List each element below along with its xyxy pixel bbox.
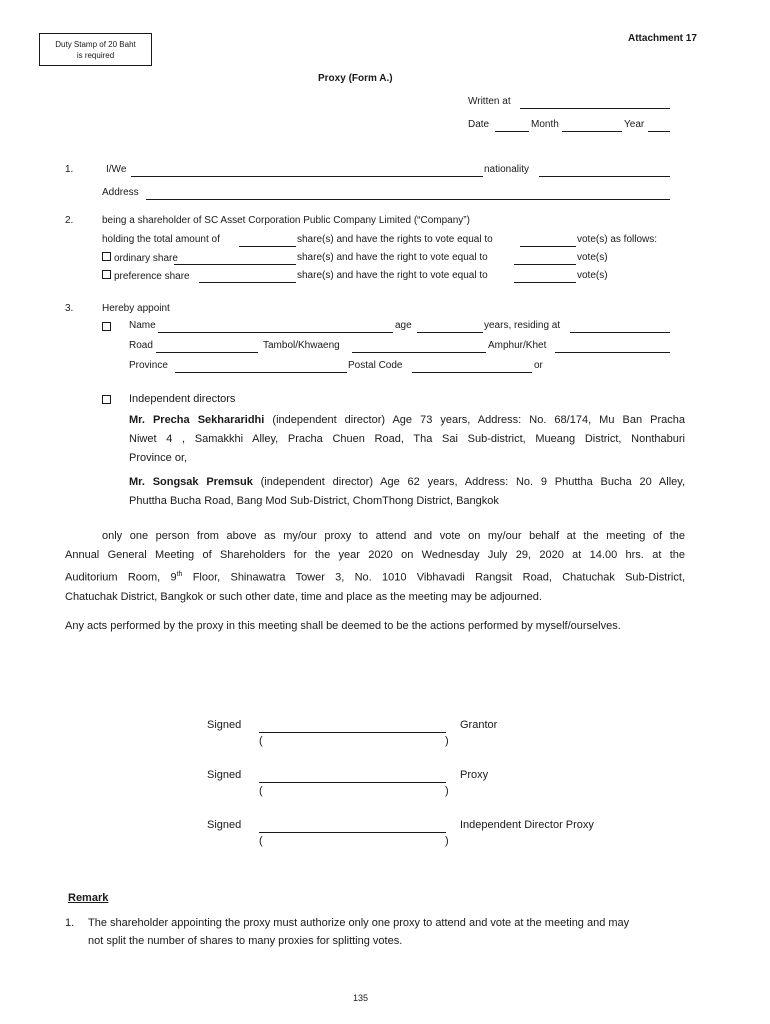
body-line-3a: Auditorium Room, 9 <box>65 571 177 584</box>
ordinary-shares-field[interactable] <box>174 264 296 265</box>
preference-votes-label: vote(s) <box>577 270 608 281</box>
proxy-label: Proxy <box>460 769 489 781</box>
stamp-line-1: Duty Stamp of 20 Baht <box>55 40 136 49</box>
director-2-name: Mr. Songsak Premsuk <box>129 476 253 488</box>
section-2-number: 2. <box>65 215 74 226</box>
signed-label-independent: Signed <box>207 819 242 831</box>
independent-proxy-signature-field[interactable] <box>259 832 446 833</box>
grantor-open-paren: ( <box>259 735 263 747</box>
body-line-3-sup: th <box>176 571 183 578</box>
month-label: Month <box>531 119 559 130</box>
province-label: Province <box>129 360 168 371</box>
proxy-name-field[interactable] <box>158 332 393 333</box>
independent-close-paren: ) <box>445 835 449 847</box>
signed-label-grantor: Signed <box>207 719 242 731</box>
written-at-label: Written at <box>468 96 511 107</box>
body-line-3b: Floor, Shinawatra Tower 3, No. 1010 Vibhavadi Rangsit Road, Chatuchak Sub-District, <box>182 571 685 584</box>
year-label: Year <box>624 119 645 130</box>
grantor-close-paren: ) <box>445 735 449 747</box>
date-label: Date <box>468 119 490 130</box>
postal-code-label: Postal Code <box>348 360 403 371</box>
residing-field[interactable] <box>570 332 670 333</box>
total-amount-label: holding the total amount of <box>102 234 220 245</box>
tambol-label: Tambol/Khwaeng <box>263 340 340 351</box>
residing-label: years, residing at <box>484 320 561 331</box>
address-label: Address <box>102 187 139 198</box>
preference-share-checkbox[interactable] <box>102 270 111 279</box>
proxy-close-paren: ) <box>445 785 449 797</box>
ordinary-share-label: ordinary share <box>114 253 178 264</box>
remark-line-2: not split the number of shares to many proxies for splitting votes. <box>88 935 403 947</box>
preference-right-label: share(s) and have the right to vote equal to <box>297 270 488 281</box>
preference-shares-field[interactable] <box>199 282 296 283</box>
director-2-line-2: Phuttha Bucha Road, Bang Mod Sub-District, ChomThong District, Bangkok <box>129 495 499 507</box>
ordinary-votes-field[interactable] <box>514 264 576 265</box>
name-label: Name <box>129 320 156 331</box>
page-title: Proxy (Form A.) <box>318 73 393 84</box>
date-field[interactable] <box>495 131 529 132</box>
iwe-label: I/We <box>106 164 127 175</box>
director-1-name: Mr. Precha Sekhararidhi <box>129 414 265 426</box>
director-1-line-2: Niwet 4 , Samakkhi Alley, Pracha Chuen Road, Tha Sai Sub-district, Mueang District, Nonthaburi <box>129 433 685 445</box>
remark-number: 1. <box>65 917 75 929</box>
nationality-label: nationality <box>484 164 530 175</box>
amphur-label: Amphur/Khet <box>488 340 547 351</box>
section-3-number: 3. <box>65 303 74 314</box>
ordinary-votes-label: vote(s) <box>577 252 608 263</box>
director-2-line-1: (independent director) Age 62 years, Address: No. 9 Phuttha Bucha 20 Alley, <box>260 476 685 488</box>
stamp-line-2: is required <box>76 51 115 60</box>
year-field[interactable] <box>648 131 670 132</box>
amphur-field[interactable] <box>555 352 670 353</box>
independent-proxy-label: Independent Director Proxy <box>460 819 594 831</box>
hereby-appoint-label: Hereby appoint <box>102 303 170 314</box>
independent-directors-label: Independent directors <box>129 393 236 405</box>
proxy-age-field[interactable] <box>417 332 483 333</box>
independent-open-paren: ( <box>259 835 263 847</box>
month-field[interactable] <box>562 131 622 132</box>
proxy-signature-field[interactable] <box>259 782 446 783</box>
written-at-field[interactable] <box>520 108 670 109</box>
or-label: or <box>534 360 543 371</box>
proxy-open-paren: ( <box>259 785 263 797</box>
province-field[interactable] <box>175 372 347 373</box>
postal-code-field[interactable] <box>412 372 532 373</box>
total-shares-field[interactable] <box>239 246 296 247</box>
body-line-2: Annual General Meeting of Shareholders for the year 2020 on Wednesday July 29, 2020 at 14.00 hrs. at the <box>65 549 685 561</box>
director-1-line-3: Province or, <box>129 452 188 464</box>
director-1-line-1: (independent director) Age 73 years, Address: No. 68/174, Mu Ban Pracha <box>272 414 686 426</box>
remark-line-1: The shareholder appointing the proxy must authorize only one proxy to attend and vote at the meeting and may <box>88 917 630 929</box>
grantor-signature-field[interactable] <box>259 732 446 733</box>
duty-stamp-box <box>39 33 152 66</box>
body-line-4: Chatuchak District, Bangkok or such other date, time and place as the meeting may be adjourned. <box>65 590 542 603</box>
age-label: age <box>395 320 412 331</box>
attachment-label: Attachment 17 <box>628 33 697 44</box>
page-number: 135 <box>353 993 369 1003</box>
tambol-field[interactable] <box>352 352 486 353</box>
proxy-authorization-paragraph <box>65 527 685 607</box>
acts-statement: Any acts performed by the proxy in this meeting shall be deemed to be the actions performed by myself/ourselves. <box>65 620 621 632</box>
remark-heading: Remark <box>68 892 109 904</box>
independent-directors-checkbox[interactable] <box>102 395 111 404</box>
total-rights-label: share(s) and have the rights to vote equal to <box>297 234 493 245</box>
body-line-1: only one person from above as my/our proxy to attend and vote on my/our behalf at the meeting of the <box>102 530 685 542</box>
ordinary-right-label: share(s) and have the right to vote equal to <box>297 252 488 263</box>
named-proxy-checkbox[interactable] <box>102 322 111 331</box>
grantor-label: Grantor <box>460 719 498 731</box>
address-field[interactable] <box>146 199 670 200</box>
road-label: Road <box>129 340 153 351</box>
director-1-paragraph <box>129 411 685 468</box>
preference-share-label: preference share <box>114 271 190 282</box>
road-field[interactable] <box>156 352 258 353</box>
director-2-paragraph <box>129 473 685 511</box>
nationality-field[interactable] <box>539 176 670 177</box>
shareholder-statement: being a shareholder of SC Asset Corporation Public Company Limited (“Company”) <box>102 215 470 226</box>
ordinary-share-checkbox[interactable] <box>102 252 111 261</box>
iwe-field[interactable] <box>131 176 483 177</box>
signed-label-proxy: Signed <box>207 769 242 781</box>
preference-votes-field[interactable] <box>514 282 576 283</box>
votes-as-follows-label: vote(s) as follows: <box>577 234 658 245</box>
section-1-number: 1. <box>65 164 74 175</box>
total-votes-field[interactable] <box>520 246 576 247</box>
